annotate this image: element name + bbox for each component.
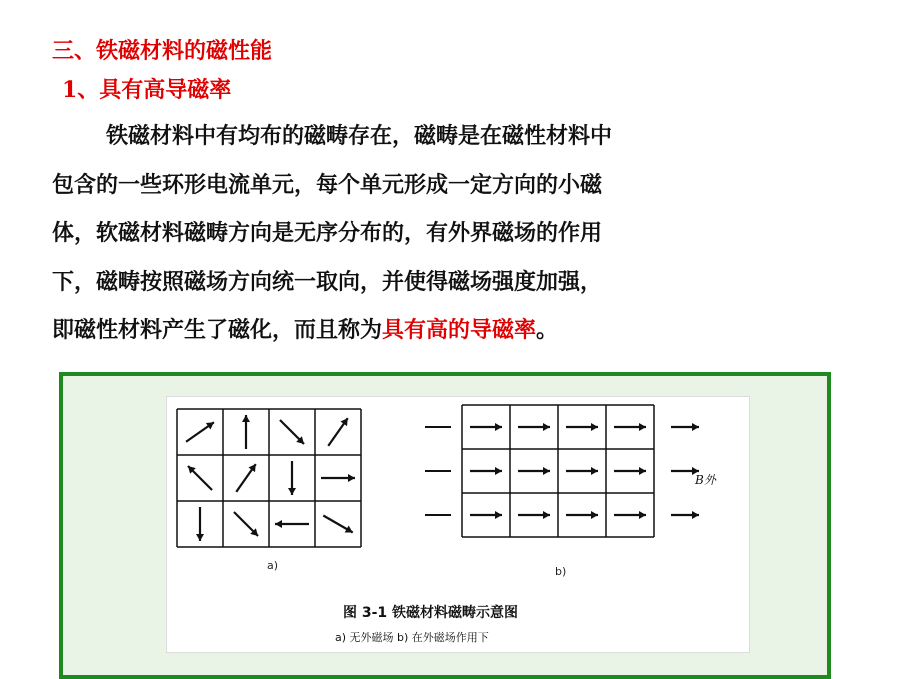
paragraph-line: 铁磁材料中有均布的磁畴存在，磁畴是在磁性材料中 — [106, 123, 613, 149]
domain-arrow — [236, 464, 256, 492]
domain-arrow — [328, 418, 348, 446]
figure-label-a: a) — [267, 559, 279, 572]
domain-arrow — [242, 415, 250, 449]
domain-arrow — [186, 422, 214, 442]
field-arrow-out — [671, 511, 699, 519]
domain-arrow — [566, 423, 598, 431]
paragraph-line: 包含的一些环形电流单元，每个单元形成一定方向的小磁 — [52, 171, 603, 198]
paragraph-text: 即磁性材料产生了磁化，而且称为 — [52, 317, 383, 343]
domain-arrow — [470, 511, 502, 519]
paragraph-line: 体，软磁材料磁畴方向是无序分布的，有外界磁场的作用 — [52, 220, 603, 246]
domain-arrow — [470, 467, 502, 475]
domain-arrow — [566, 467, 598, 475]
domain-arrow — [321, 474, 355, 482]
field-arrow-out — [671, 423, 699, 431]
domain-arrow — [234, 512, 258, 536]
domain-arrow — [566, 511, 598, 519]
body-paragraph — [52, 112, 852, 355]
domain-arrow — [288, 461, 296, 495]
external-field-label: B外 — [695, 473, 716, 487]
domain-arrow — [188, 466, 212, 490]
domain-arrow — [275, 520, 309, 528]
domain-arrow — [518, 467, 550, 475]
subsection-heading: 1、具有高导磁率 — [62, 77, 232, 103]
domain-arrow — [196, 507, 204, 541]
highlight-text: 具有高的导磁率 — [382, 317, 537, 343]
domain-arrow — [323, 516, 352, 533]
domain-arrow — [518, 511, 550, 519]
domain-arrow — [470, 423, 502, 431]
domain-figure — [166, 396, 750, 653]
paragraph-line — [52, 306, 852, 355]
paragraph-line: 下，磁畴按照磁场方向统一取向，并使得磁场强度加强， — [52, 268, 603, 295]
domain-arrow — [614, 423, 646, 431]
section-heading: 三、铁磁材料的磁性能 — [52, 38, 273, 64]
domain-arrow — [614, 467, 646, 475]
figure-caption-title: 图 3-1 铁磁材料磁畴示意图 — [343, 605, 519, 621]
paragraph-text: 。 — [536, 317, 559, 343]
figure-caption-sub: a) 无外磁场 b) 在外磁场作用下 — [335, 631, 489, 644]
domain-arrow — [518, 423, 550, 431]
figure-label-b: b) — [555, 565, 567, 578]
domain-arrow — [280, 420, 304, 444]
domain-arrow — [614, 511, 646, 519]
